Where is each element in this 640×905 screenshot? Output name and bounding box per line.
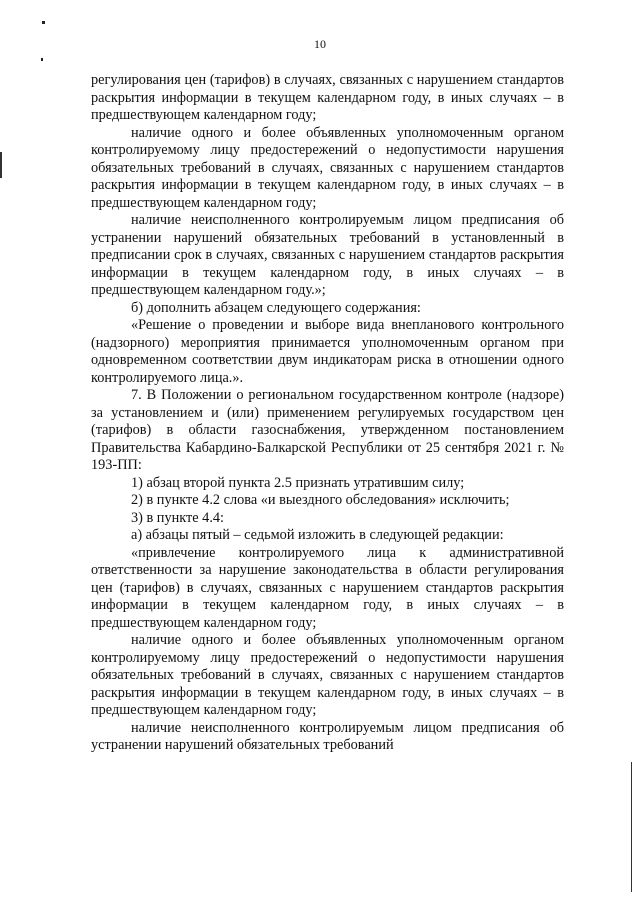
paragraph: регулирования цен (тарифов) в случаях, связанных с нарушением стандартов раскрытия информации в текущем календарном году, в иных случаях – в предшествующем календарном году;	[91, 72, 564, 123]
scan-speck	[42, 21, 45, 24]
paragraph: наличие неисполненного контролируемым лицом предписания об устранении нарушений обязательных требований	[91, 719, 564, 753]
paragraph: б) дополнить абзацем следующего содержания:	[131, 299, 421, 316]
paragraph: наличие одного и более объявленных уполномоченным органом контролируемому лицу предостережений о недопустимости нарушения обязательных требований в случаях, связанных с нарушением стандартов раскрытия информации в текущем календарном году, в иных случаях – в предшествующем календарном году;	[91, 632, 564, 718]
scan-edge-line	[631, 762, 632, 892]
paragraph: а) абзацы пятый – седьмой изложить в следующей редакции:	[131, 527, 504, 543]
paragraph: «привлечение контролируемого лица к административной ответственности за нарушение законодательства в области регулирования цен (тарифов) в случаях, связанных с нарушением стандартов раскрытия информации в текущем календарном году, в иных случаях – в предшествующем календарном году;	[91, 544, 564, 631]
paragraph: 1) абзац второй пункта 2.5 признать утратившим силу;	[131, 474, 465, 491]
paragraph: 2) в пункте 4.2 слова «и выездного обследования» исключить;	[131, 492, 510, 508]
paragraph: наличие одного и более объявленных уполномоченным органом контролируемому лицу предостережений о недопустимости нарушения обязательных требований в случаях, связанных с нарушением стандартов раскрытия информации в текущем календарном году, в иных случаях – в предшествующем календарном году;	[91, 124, 564, 211]
paragraph: «Решение о проведении и выборе вида внепланового контрольного (надзорного) мероприятия принимается уполномоченным органом при одновременном соответствии двум индикаторам риска в отношении одного контролируемого лица.».	[91, 317, 564, 386]
paragraph: 3) в пункте 4.4:	[131, 509, 225, 526]
binding-mark	[0, 152, 2, 178]
paragraph: 7. В Положении о региональном государственном контроле (надзоре) за установлением и (или) применением регулируемых государством цен (тарифов) в области газоснабжения, утвержденном постановлением Правительства Кабардино-Балкарской Республики от 25 сентября 2021 г. № 193-ПП:	[91, 387, 564, 473]
document-body	[91, 72, 564, 755]
scan-speck	[41, 58, 43, 61]
paragraph: наличие неисполненного контролируемым лицом предписания об устранении нарушений обязательных требований в установленный в предписании срок в случаях, связанных с нарушением стандартов раскрытия информации в текущем календарном году, в иных случаях – в предшествующем календарном году.»;	[91, 212, 564, 298]
page-number: 10	[314, 37, 326, 51]
